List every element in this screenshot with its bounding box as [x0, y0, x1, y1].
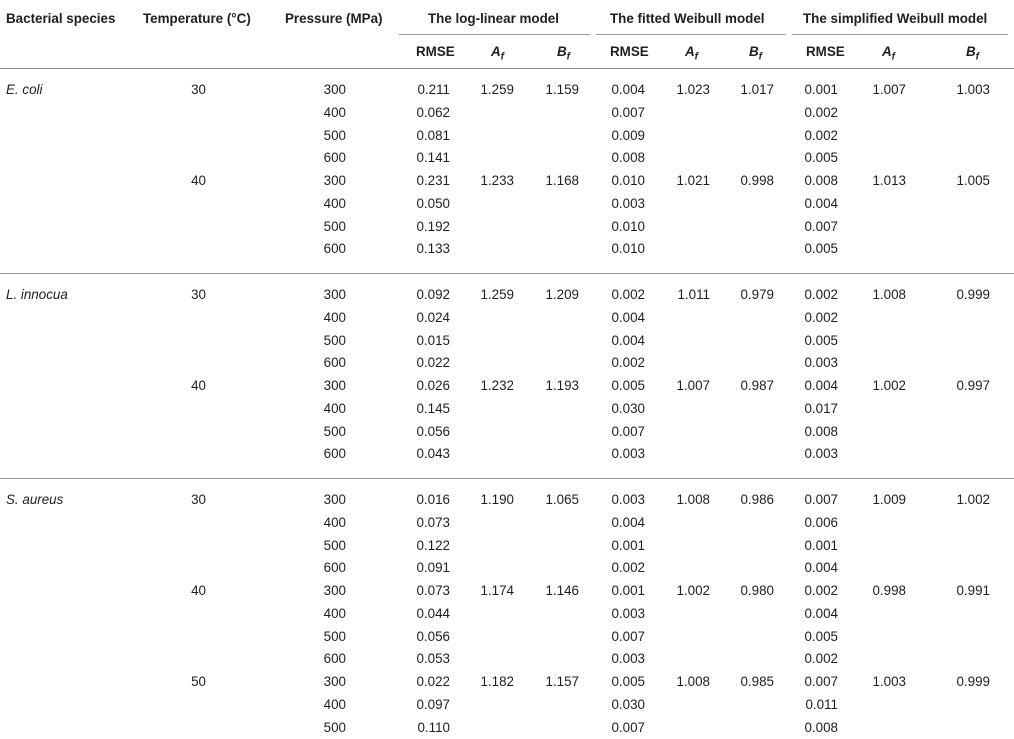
cell-sw-rmse: 0.008	[804, 423, 838, 439]
cell-fw-rmse: 0.030	[611, 696, 645, 712]
cell-pressure: 500	[323, 423, 346, 439]
cell-pressure: 600	[323, 560, 346, 576]
cell-ll-rmse: 0.073	[416, 514, 450, 530]
cell-ll-af: 1.174	[480, 583, 514, 598]
cell-sw-af: 1.009	[872, 492, 906, 507]
cell-pressure: 400	[323, 696, 346, 712]
cell-ll-rmse: 0.056	[416, 628, 450, 644]
cell-sw-rmse: 0.003	[804, 355, 838, 371]
cell-sw-bf: 0.999	[956, 287, 990, 302]
cell-sw-rmse: 0.007	[804, 674, 838, 689]
cell-ll-rmse: 0.050	[416, 195, 450, 211]
cell-sw-rmse: 0.011	[805, 696, 838, 712]
cell-pressure: 400	[323, 309, 346, 325]
cell-fw-rmse: 0.007	[611, 104, 645, 120]
cell-sw-bf: 0.999	[956, 674, 990, 689]
cell-sw-rmse: 0.005	[804, 332, 838, 348]
cell-pressure: 500	[323, 218, 346, 234]
cell-fw-rmse: 0.004	[611, 332, 645, 348]
cell-pressure: 300	[323, 378, 346, 393]
cell-sw-af: 1.007	[872, 82, 906, 97]
header-bottom-rule	[0, 68, 1014, 69]
header-species: Bacterial species	[6, 11, 116, 26]
cell-ll-rmse: 0.145	[416, 400, 450, 416]
cell-ll-rmse: 0.141	[416, 150, 450, 166]
cell-fw-rmse: 0.003	[611, 605, 645, 621]
cell-pressure: 600	[323, 651, 346, 667]
cell-pressure: 500	[323, 719, 346, 735]
cell-fw-rmse: 0.003	[611, 651, 645, 667]
cell-ll-rmse: 0.110	[417, 719, 450, 735]
cell-temp: 40	[191, 583, 206, 598]
cell-fw-af: 1.007	[676, 378, 710, 393]
group-rule-loglinear	[399, 34, 590, 35]
cell-ll-rmse: 0.062	[416, 104, 450, 120]
cell-sw-rmse: 0.008	[804, 719, 838, 735]
cell-sw-rmse: 0.002	[804, 127, 838, 143]
cell-fw-rmse: 0.004	[611, 514, 645, 530]
cell-sw-rmse: 0.007	[804, 492, 838, 507]
cell-ll-bf: 1.065	[545, 492, 579, 507]
cell-fw-rmse: 0.005	[611, 378, 645, 393]
header-group-loglinear: The log-linear model	[428, 11, 559, 26]
cell-ll-rmse: 0.022	[416, 355, 450, 371]
cell-fw-rmse: 0.005	[611, 674, 645, 689]
cell-pressure: 600	[323, 241, 346, 257]
cell-ll-bf: 1.159	[545, 82, 579, 97]
cell-fw-rmse: 0.002	[611, 287, 645, 302]
cell-ll-rmse: 0.097	[416, 696, 450, 712]
cell-ll-rmse: 0.092	[416, 287, 450, 302]
cell-temp: 50	[191, 674, 206, 689]
cell-ll-bf: 1.168	[545, 173, 579, 188]
cell-pressure: 400	[323, 400, 346, 416]
cell-ll-rmse: 0.056	[416, 423, 450, 439]
cell-fw-rmse: 0.007	[611, 628, 645, 644]
cell-sw-af: 0.998	[872, 583, 906, 598]
cell-pressure: 300	[323, 492, 346, 507]
cell-ll-af: 1.233	[480, 173, 514, 188]
cell-pressure: 300	[323, 583, 346, 598]
cell-temp: 30	[191, 492, 206, 507]
cell-fw-rmse: 0.003	[611, 446, 645, 462]
cell-sw-rmse: 0.001	[804, 537, 838, 553]
cell-sw-rmse: 0.008	[804, 173, 838, 188]
cell-fw-af: 1.002	[676, 583, 710, 598]
cell-pressure: 500	[323, 332, 346, 348]
cell-pressure: 400	[323, 605, 346, 621]
cell-ll-rmse: 0.073	[416, 583, 450, 598]
cell-sw-rmse: 0.004	[804, 378, 838, 393]
cell-fw-rmse: 0.010	[611, 173, 645, 188]
cell-ll-rmse: 0.231	[416, 173, 450, 188]
cell-pressure: 500	[323, 628, 346, 644]
cell-fw-rmse: 0.009	[611, 127, 645, 143]
cell-pressure: 300	[323, 674, 346, 689]
subheader-sw-rmse: RMSE	[806, 44, 845, 59]
header-pressure: Pressure (MPa)	[285, 11, 383, 26]
cell-fw-rmse: 0.004	[611, 309, 645, 325]
cell-fw-rmse: 0.008	[611, 150, 645, 166]
cell-ll-rmse: 0.053	[416, 651, 450, 667]
cell-sw-rmse: 0.004	[804, 560, 838, 576]
group-rule-simplified	[792, 34, 1008, 35]
cell-fw-rmse: 0.030	[611, 400, 645, 416]
cell-sw-rmse: 0.001	[804, 82, 838, 97]
cell-ll-rmse: 0.016	[416, 492, 450, 507]
cell-ll-rmse: 0.081	[416, 127, 450, 143]
cell-fw-rmse: 0.010	[611, 218, 645, 234]
cell-ll-rmse: 0.192	[416, 218, 450, 234]
cell-sw-af: 1.002	[872, 378, 906, 393]
cell-sw-rmse: 0.002	[804, 104, 838, 120]
cell-ll-bf: 1.157	[545, 674, 579, 689]
cell-pressure: 400	[323, 104, 346, 120]
cell-sw-af: 1.013	[872, 173, 906, 188]
cell-ll-rmse: 0.024	[416, 309, 450, 325]
cell-pressure: 300	[323, 287, 346, 302]
cell-fw-bf: 0.979	[740, 287, 774, 302]
cell-temp: 40	[191, 173, 206, 188]
cell-pressure: 500	[323, 537, 346, 553]
cell-sw-rmse: 0.002	[804, 309, 838, 325]
subheader-fw-af: $A_f$	[685, 44, 699, 63]
cell-sw-rmse: 0.002	[804, 651, 838, 667]
cell-ll-rmse: 0.044	[416, 605, 450, 621]
cell-ll-rmse: 0.022	[416, 674, 450, 689]
cell-fw-rmse: 0.010	[611, 241, 645, 257]
cell-ll-af: 1.259	[480, 82, 514, 97]
subheader-ll-bf: $B_f$	[557, 44, 571, 63]
cell-temp: 30	[191, 287, 206, 302]
cell-ll-af: 1.232	[480, 378, 514, 393]
cell-fw-bf: 0.998	[740, 173, 774, 188]
cell-species: E. coli	[6, 82, 43, 97]
cell-fw-rmse: 0.007	[611, 423, 645, 439]
cell-fw-bf: 1.017	[740, 82, 774, 97]
cell-temp: 30	[191, 82, 206, 97]
cell-ll-rmse: 0.043	[416, 446, 450, 462]
cell-sw-rmse: 0.007	[804, 218, 838, 234]
cell-ll-bf: 1.193	[545, 378, 579, 393]
cell-fw-af: 1.008	[676, 674, 710, 689]
cell-sw-rmse: 0.006	[804, 514, 838, 530]
cell-sw-rmse: 0.002	[804, 583, 838, 598]
header-temperature: Temperature (°C)	[143, 11, 251, 26]
section-rule-2	[0, 478, 1014, 479]
cell-ll-rmse: 0.133	[416, 241, 450, 257]
cell-sw-af: 1.008	[872, 287, 906, 302]
subheader-ll-af: $A_f$	[491, 44, 505, 63]
cell-fw-bf: 0.980	[740, 583, 774, 598]
cell-sw-bf: 0.997	[956, 378, 990, 393]
header-group-simplified: The simplified Weibull model	[803, 11, 988, 26]
cell-fw-rmse: 0.003	[611, 492, 645, 507]
cell-species: S. aureus	[6, 492, 64, 507]
cell-sw-bf: 1.002	[956, 492, 990, 507]
cell-ll-rmse: 0.211	[417, 82, 450, 97]
cell-ll-bf: 1.209	[545, 287, 579, 302]
cell-pressure: 500	[323, 127, 346, 143]
cell-ll-rmse: 0.026	[416, 378, 450, 393]
cell-sw-rmse: 0.004	[804, 195, 838, 211]
cell-sw-af: 1.003	[872, 674, 906, 689]
subheader-sw-af: $A_f$	[882, 44, 896, 63]
cell-fw-af: 1.023	[676, 82, 710, 97]
cell-fw-bf: 0.986	[740, 492, 774, 507]
cell-sw-rmse: 0.004	[804, 605, 838, 621]
cell-sw-rmse: 0.005	[804, 241, 838, 257]
section-rule-1	[0, 273, 1014, 274]
cell-fw-bf: 0.985	[740, 674, 774, 689]
cell-fw-rmse: 0.001	[611, 537, 645, 553]
cell-ll-af: 1.259	[480, 287, 514, 302]
cell-temp: 40	[191, 378, 206, 393]
subheader-sw-bf: $B_f$	[966, 44, 980, 63]
subheader-ll-rmse: RMSE	[416, 44, 455, 59]
header-group-fitted: The fitted Weibull model	[610, 11, 765, 26]
cell-ll-af: 1.182	[480, 674, 514, 689]
cell-pressure: 600	[323, 355, 346, 371]
cell-fw-rmse: 0.004	[611, 82, 645, 97]
cell-sw-rmse: 0.005	[804, 628, 838, 644]
cell-sw-rmse: 0.005	[804, 150, 838, 166]
cell-fw-rmse: 0.007	[611, 719, 645, 735]
cell-fw-af: 1.021	[676, 173, 710, 188]
cell-sw-bf: 1.003	[956, 82, 990, 97]
cell-pressure: 400	[323, 195, 346, 211]
cell-fw-af: 1.008	[676, 492, 710, 507]
cell-species: L. innocua	[6, 287, 68, 302]
cell-sw-rmse: 0.017	[804, 400, 838, 416]
cell-ll-rmse: 0.015	[416, 332, 450, 348]
cell-ll-af: 1.190	[480, 492, 514, 507]
cell-pressure: 300	[323, 82, 346, 97]
cell-fw-rmse: 0.002	[611, 560, 645, 576]
cell-fw-bf: 0.987	[740, 378, 774, 393]
subheader-fw-bf: $B_f$	[749, 44, 763, 63]
cell-fw-rmse: 0.002	[611, 355, 645, 371]
subheader-fw-rmse: RMSE	[610, 44, 649, 59]
cell-sw-rmse: 0.003	[804, 446, 838, 462]
cell-fw-rmse: 0.003	[611, 195, 645, 211]
group-rule-fitted	[596, 34, 786, 35]
cell-fw-rmse: 0.001	[611, 583, 645, 598]
cell-ll-rmse: 0.091	[416, 560, 450, 576]
cell-ll-bf: 1.146	[545, 583, 579, 598]
cell-pressure: 300	[323, 173, 346, 188]
cell-sw-bf: 1.005	[956, 173, 990, 188]
cell-pressure: 600	[323, 446, 346, 462]
cell-sw-rmse: 0.002	[804, 287, 838, 302]
cell-ll-rmse: 0.122	[416, 537, 450, 553]
cell-pressure: 600	[323, 150, 346, 166]
cell-sw-bf: 0.991	[956, 583, 990, 598]
cell-pressure: 400	[323, 514, 346, 530]
cell-fw-af: 1.011	[677, 287, 710, 302]
